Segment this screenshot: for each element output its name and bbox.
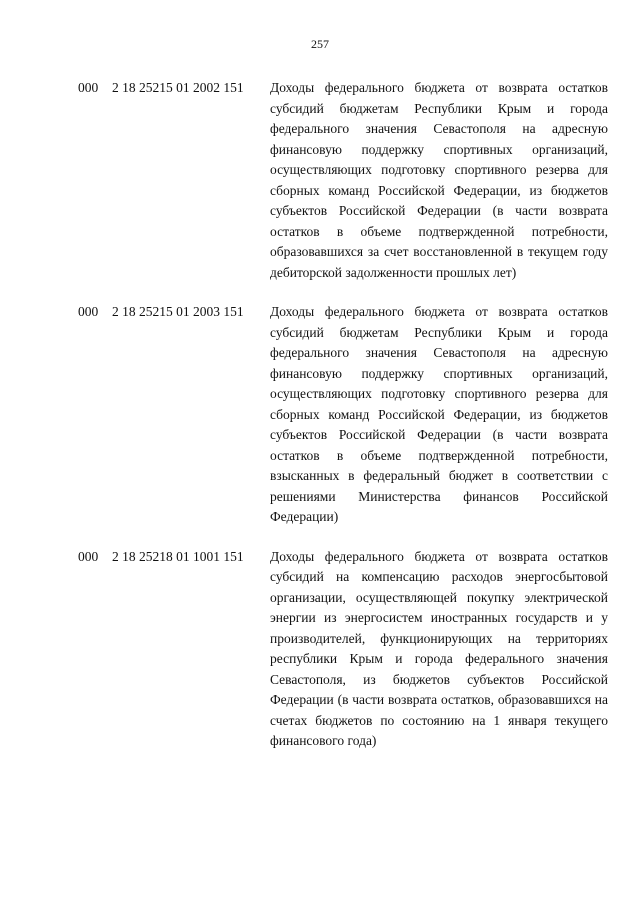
table-row: [78, 302, 608, 528]
income-description: Доходы федерального бюджета от возврата остатков субсидий бюджетам Республики Крым и города федерального значения Севастополя на адресную финансовую поддержку спортивных организаций, осуществляющих подготовку спортивного резерва для сборных команд Российской Федерации, из бюджетов субъектов Российской Федерации (в части возврата остатков в объеме подтвержденной потребности, образовавшихся за счет восстановленной в текущем году дебиторской задолженности прошлых лет): [270, 80, 608, 280]
budget-code-table: [78, 78, 608, 771]
budget-classification-code: 2 18 25215 01 2003 151: [112, 304, 244, 319]
income-description: Доходы федерального бюджета от возврата остатков субсидий бюджетам Республики Крым и города федерального значения Севастополя на адресную финансовую поддержку спортивных организаций, осуществляющих подготовку спортивного резерва для сборных команд Российской Федерации, из бюджетов субъектов Российской Федерации (в части возврата остатков в объеме подтвержденной потребности, взысканных в федеральный бюджет в соответствии с решениями Министерства финансов Российской Федерации): [270, 304, 608, 524]
admin-code: 000: [78, 80, 99, 95]
table-row: [78, 547, 608, 752]
admin-code: 000: [78, 304, 99, 319]
budget-classification-code: 2 18 25218 01 1001 151: [112, 548, 244, 564]
admin-code: 000: [78, 548, 99, 564]
income-description: Доходы федерального бюджета от возврата остатков субсидий на компенсацию расходов энергосбытовой организации, осуществляющей покупку электрической энергии из энергосистем иностранных государств и у производителей, функционирующих на территориях республики Крым и города федерального значения Севастополя, из бюджетов субъектов Российской Федерации (в части возврата остатков, образовавшихся на счетах бюджетов по состоянию на 1 января текущего финансового года): [270, 548, 608, 748]
table-row: [78, 78, 608, 283]
page-number: 257: [311, 37, 329, 51]
budget-classification-code: 2 18 25215 01 2002 151: [112, 80, 244, 95]
